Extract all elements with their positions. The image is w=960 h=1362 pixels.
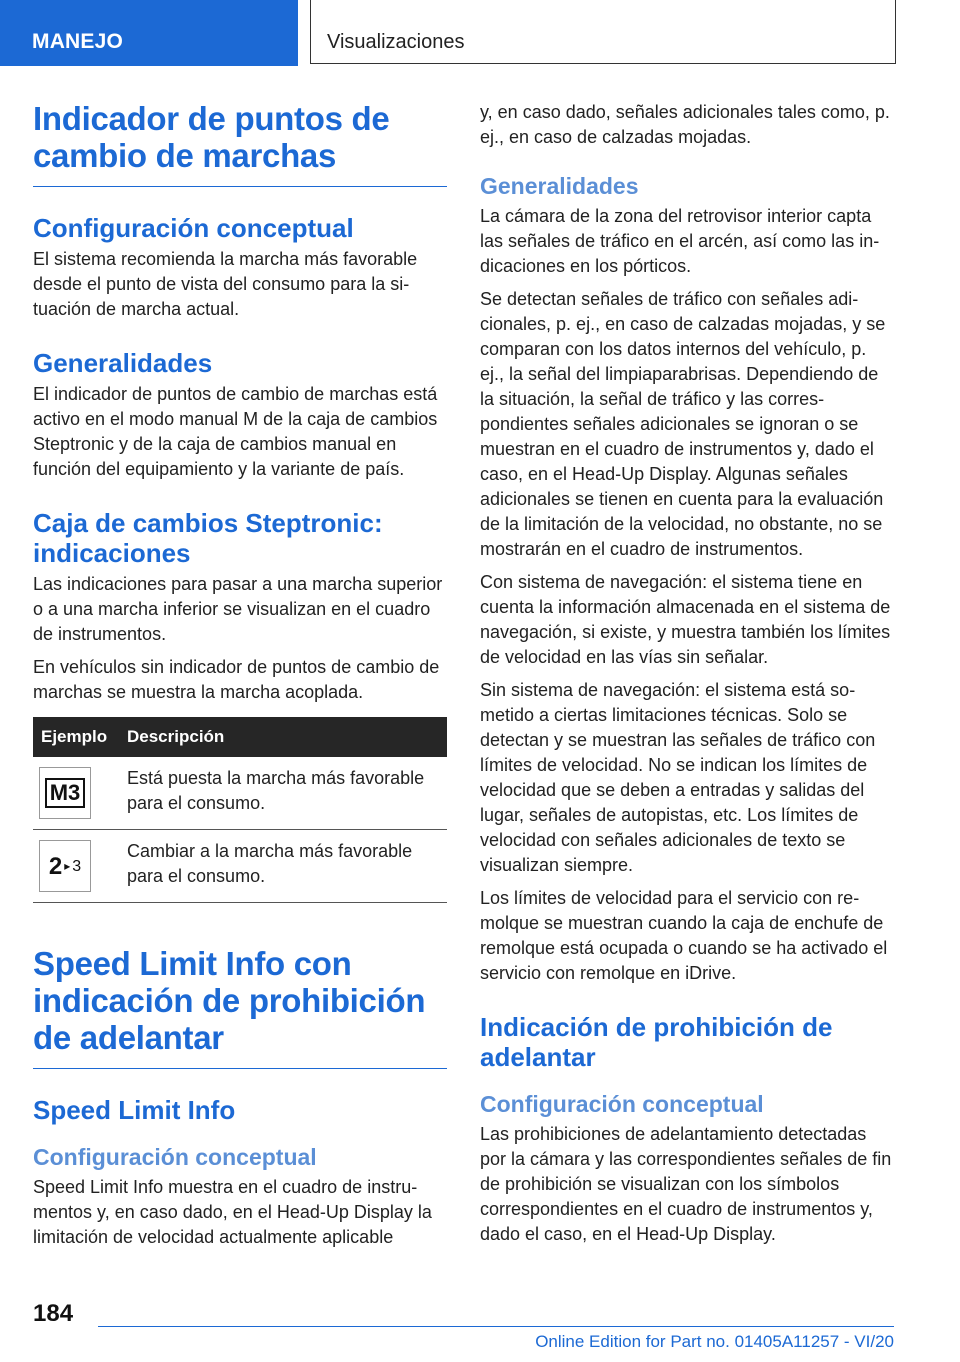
gear-to-label: 3 (72, 857, 82, 875)
paragraph-overtaking: Las prohibiciones de adelantamiento detectadas por la cámara y las correspondientes señales de fin de prohibición se visualizan con los símbolos correspondientes en el cuadro de instrumentos y, dado el caso, en el Head-Up Display. (480, 1124, 892, 1244)
paragraph-general-1: La cámara de la zona del retrovisor interior capta las señales de tráfico en el arcén, así como las indicaciones en los pórticos. (480, 206, 880, 276)
table-cell-icon (33, 830, 119, 903)
paragraph-continued: y, en caso dado, señales adicionales tales como, p. ej., en caso de calzadas mojadas. (480, 102, 890, 147)
paragraph-steptronic-2: En vehículos sin indicador de puntos de cambio de marchas se muestra la marcha acoplada. (33, 657, 440, 702)
paragraph-steptronic-1: Las indicaciones para pasar a una marcha superior o a una marcha inferior se visualizan en el cuadro de instrumentos. (33, 574, 443, 644)
table-cell-icon (33, 757, 119, 830)
column-header-example: Ejemplo (33, 717, 119, 757)
left-column (33, 100, 447, 1250)
table-cell-description: Cambiar a la marcha más favorable para el consumo. (119, 830, 447, 903)
column-header-description: Descripción (119, 717, 447, 757)
heading-concept-overtaking: Configuración conceptual (480, 1091, 764, 1117)
heading-rule (33, 1068, 447, 1069)
paragraph-general-3: Con sistema de navegación: el sistema tiene en cuenta la información almacenada en el sistema de navegación, si existe, y muestra también los límites de velocidad en las vías sin señalar. (480, 572, 891, 667)
footer-edition: Online Edition for Part no. 01405A11257 - VI/20 (535, 1332, 894, 1351)
paragraph-general-2: Se detectan señales de tráfico con señales adicionales, p. ej., en caso de calzadas mojadas, y se comparan con los datos internos del vehículo, p. ej., la señal del limpiaparabrisas. Dependiendo de la situación, la señal de tráfico y las correspondientes señales adicionales se ignoran o se muestran en el cuadro de instrumentos y, dado el caso, en el Head-Up Display. Algunas señales adicionales se tienen en cuenta para la evaluación de la limitación de la velocidad, no obstante, no se mostrarán en el cuadro de instrumentos. (480, 289, 886, 559)
heading-concept: Configuración conceptual (33, 213, 354, 243)
gear-m3-label: M3 (45, 778, 86, 808)
header-section-tab: MANEJO (0, 0, 298, 66)
gear-m3-icon (39, 767, 91, 819)
paragraph-general-4: Sin sistema de navegación: el sistema está sometido a ciertas limitaciones técnicas. Solo se detectan y se muestran las señales de tráfico con límites de velocidad. No se indican los límites de velocidad que se deben a entradas y salidas del lugar, señales de autopistas, etc. Los límites de velocidad con señales adicionales de texto se visualizan siempre. (480, 680, 876, 875)
table-row (33, 830, 447, 903)
table-cell-description: Está puesta la marcha más favorable para el consumo. (119, 757, 447, 830)
table-row (33, 757, 447, 830)
paragraph-sli: Speed Limit Info muestra en el cuadro de instrumentos y, en caso dado, en el Head-Up Display la limitación de velocidad actualmente aplicable (33, 1177, 432, 1247)
paragraph-general: El indicador de puntos de cambio de marchas está activo en el modo manual M de la caja de cambios Steptronic y de la caja de cambios manual en función del equipamiento y la variante de país. (33, 384, 438, 479)
heading-general: Generalidades (33, 348, 213, 378)
footer-rule (98, 1326, 894, 1327)
page-number: 184 (33, 1300, 74, 1327)
header-chapter-title: Visualizaciones (310, 0, 896, 64)
heading-concept-sli: Configuración conceptual (33, 1144, 317, 1170)
paragraph-general-5: Los límites de velocidad para el servicio con remolque se muestran cuando la caja de enchufe de remolque está ocupada o cuando se ha activado el servicio con remolque en iDrive. (480, 888, 888, 983)
heading-overtaking-ban: Indicación de prohibición de adelantar (480, 1012, 833, 1072)
gear-from-label: 2 (48, 852, 63, 880)
table-header-row (33, 717, 447, 757)
shift-arrow-icon: ▸ (64, 858, 71, 873)
heading-speed-limit-info: Speed Limit Info con indicación de prohibición de adelantar (33, 945, 426, 1056)
paragraph-concept: El sistema recomienda la marcha más favorable desde el punto de vista del consumo para la situación de marcha actual. (33, 249, 418, 319)
gear-shift-2-to-3-icon (39, 840, 91, 892)
heading-shift-indicator: Indicador de puntos de cambio de marchas (33, 100, 390, 174)
heading-rule (33, 186, 447, 187)
right-column (480, 100, 894, 1247)
heading-speed-limit-info-sub: Speed Limit Info (33, 1095, 236, 1125)
gear-indicator-table (33, 717, 447, 903)
heading-steptronic: Caja de cambios Steptronic: indicaciones (33, 508, 383, 568)
heading-general-sli: Generalidades (480, 173, 639, 199)
